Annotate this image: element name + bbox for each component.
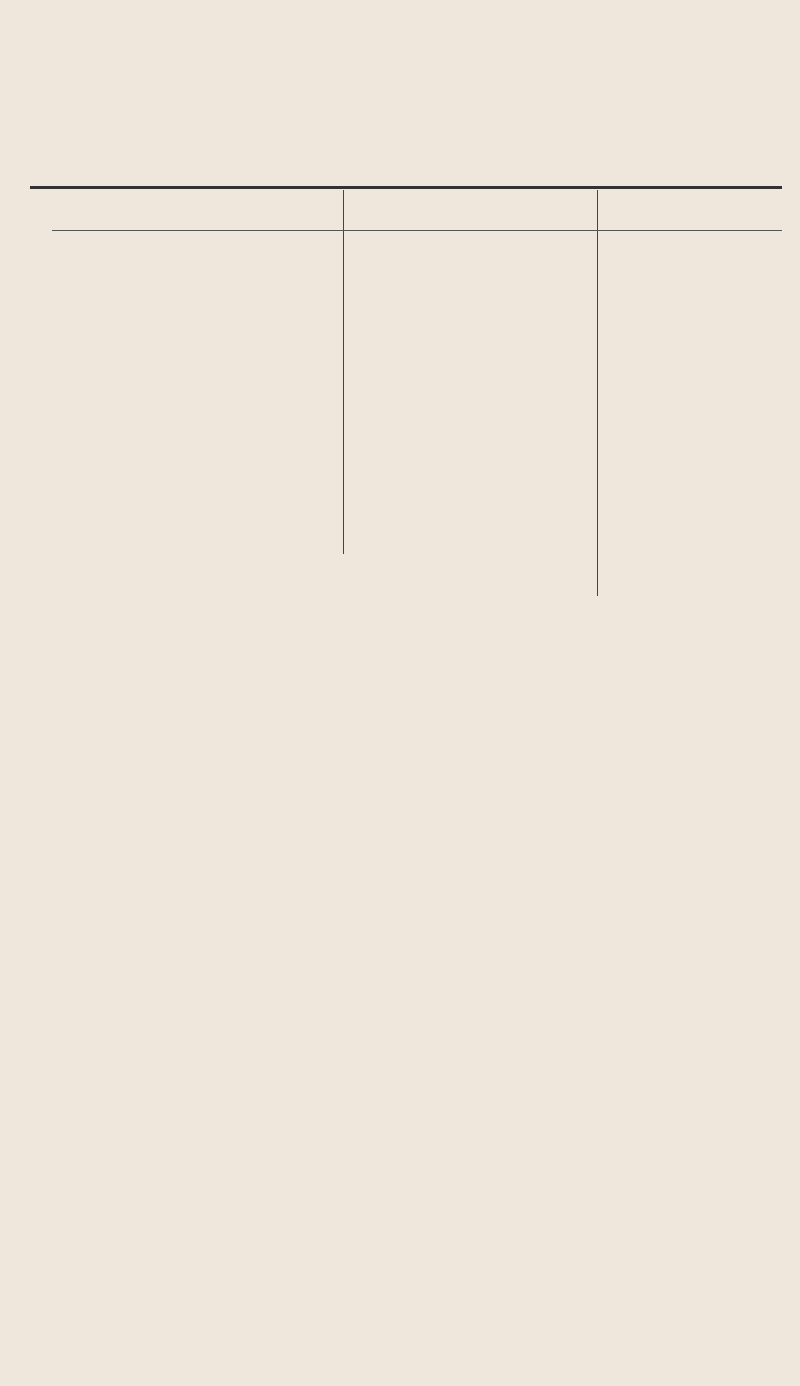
table1-header-rule [52,230,782,231]
table1-column-divider [597,234,598,596]
table1-header-divider [597,190,598,240]
table1-column-divider [343,234,344,554]
table1-header-divider [343,190,344,240]
table1-top-rule [30,186,782,189]
